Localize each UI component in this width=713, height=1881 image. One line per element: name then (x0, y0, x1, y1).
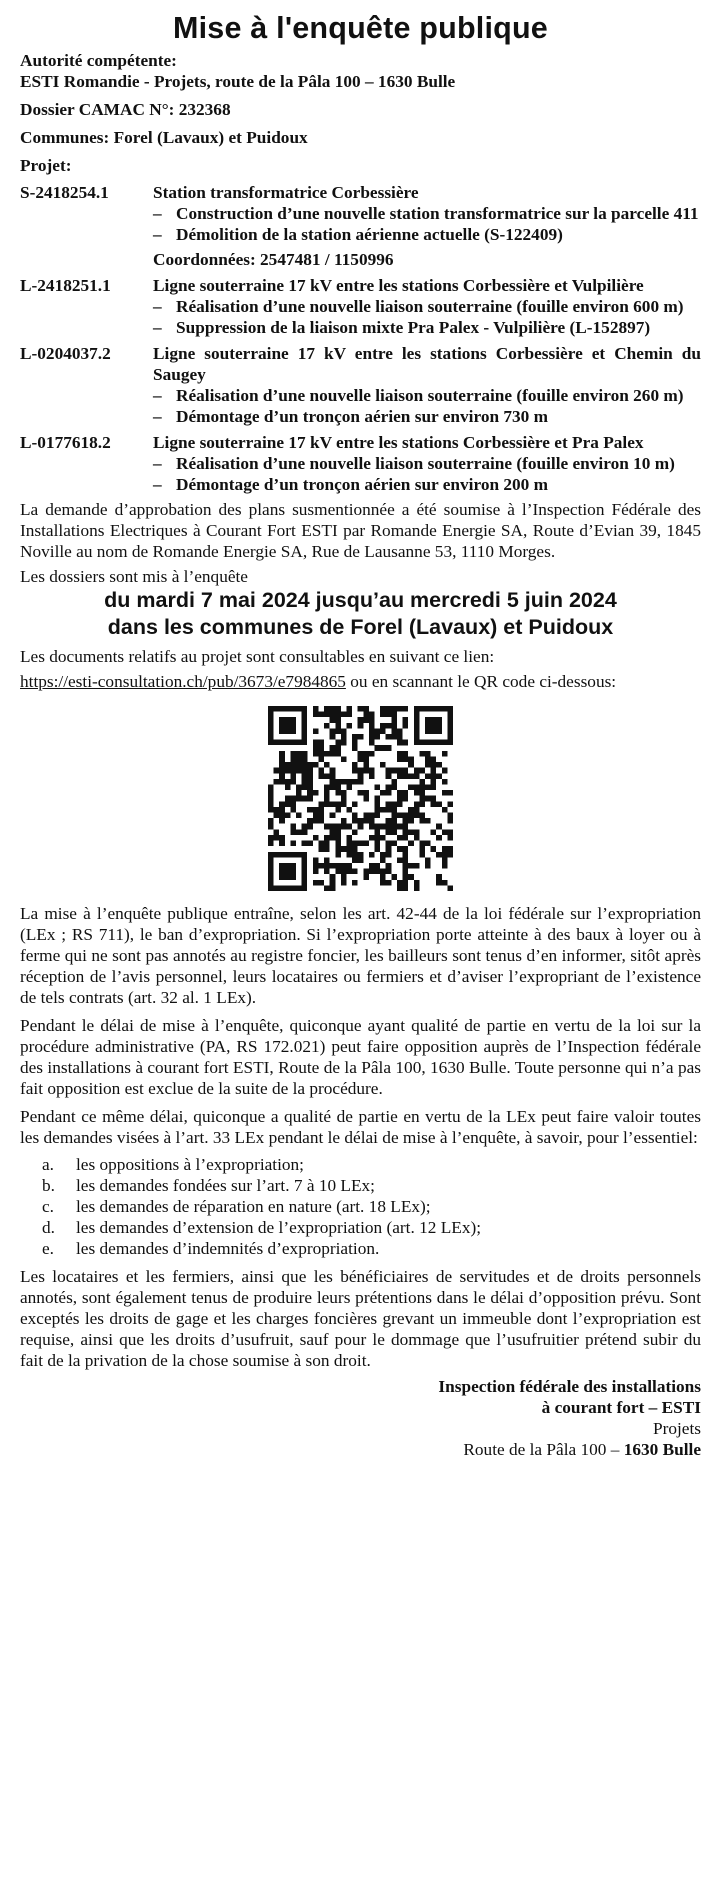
dash-icon: – (153, 386, 162, 405)
list-item: e. les demandes d’indemnités d’expropriation. (42, 1239, 380, 1258)
project-title: Station transformatrice Corbessière (153, 183, 419, 202)
project-coordinates: Coordonnées: 2547481 / 1150996 (153, 250, 394, 269)
project-code: L-0177618.2 (20, 433, 111, 452)
dash-icon: – (153, 204, 162, 223)
list-item: b. les demandes fondées sur l’art. 7 à 10 LEx; (42, 1176, 375, 1195)
documents-line: Les documents relatifs au projet sont consultables en suivant ce lien: (20, 647, 495, 666)
list-item: d. les demandes d’extension de l’expropriation (art. 12 LEx); (42, 1218, 482, 1237)
authority-value: ESTI Romandie - Projets, route de la Pâla 100 – 1630 Bulle (20, 72, 456, 91)
consultation-link[interactable]: https://esti-consultation.ch/pub/3673/e7984865 (20, 672, 346, 691)
locataires-paragraph: Les locataires et les fermiers, ainsi que les bénéficiaires de servitudes et de droits personnels annotés, sont également tenus de produire leurs prétentions dans le délai d’opposition prévu. Sont exceptés les droits de gage et les charges foncières grevant un immeuble dont l’expropriation est requise, ainsi que les droits d’usufruit, sauf pour le dommage que l’usufruitier prétend subir du fait de la privation de la chose soumise à son droit. (20, 1267, 701, 1370)
signature-block (20, 1376, 701, 1460)
project-subitem: – Réalisation d’une nouvelle liaison souterraine (fouille environ 260 m) (153, 386, 684, 405)
project-code: S-2418254.1 (20, 183, 109, 202)
project-subitem: – Démolition de la station aérienne actuelle (S-122409) (153, 225, 563, 244)
link-after-text: ou en scannant le QR code ci-dessous: (345, 672, 617, 691)
project-subitem: – Réalisation d’une nouvelle liaison souterraine (fouille environ 10 m) (153, 454, 675, 473)
project-subitem: – Réalisation d’une nouvelle liaison souterraine (fouille environ 600 m) (153, 297, 684, 316)
project-title: Ligne souterraine 17 kV entre les stations Corbessière et Chemin du Saugey (153, 344, 701, 384)
project-title: Ligne souterraine 17 kV entre les stations Corbessière et Pra Palex (153, 433, 644, 452)
signature-line-3: Projets (652, 1419, 701, 1438)
dash-icon: – (153, 225, 162, 244)
project-subitem: – Démontage d’un tronçon aérien sur environ 730 m (153, 407, 549, 426)
dossiers-line: Les dossiers sont mis à l’enquête (20, 567, 248, 586)
list-item: a. les oppositions à l’expropriation; (42, 1155, 304, 1174)
opposition-paragraph: Pendant le délai de mise à l’enquête, quiconque ayant qualité de partie en vertu de la loi sur la procédure administrative (PA, RS 172.021) peut faire opposition auprès de l’Inspection fédérale des installations à courant fort ESTI, Route de la Pâla 100, 1630 Bulle. Toute personne qui n’a pas fait opposition est exclue de la suite de la procédure. (20, 1016, 701, 1098)
period-line-2: dans les communes de Forel (Lavaux) et Puidoux (107, 615, 614, 639)
project-subitem: – Suppression de la liaison mixte Pra Palex - Vulpilière (L-152897) (153, 318, 651, 337)
project-item (20, 432, 701, 495)
period-line-1: du mardi 7 mai 2024 jusqu’au mercredi 5 juin 2024 (104, 588, 617, 612)
qr-code-icon[interactable] (268, 706, 453, 891)
project-title: Ligne souterraine 17 kV entre les stations Corbessière et Vulpilière (153, 276, 644, 295)
qr-finder-pattern (414, 706, 453, 745)
project-subitem: – Construction d’une nouvelle station transformatrice sur la parcelle 411 (153, 204, 699, 223)
project-item (20, 343, 701, 427)
project-code: L-0204037.2 (20, 344, 111, 363)
page-title: Mise à l'enquête publique (173, 11, 548, 45)
dash-icon: – (153, 454, 162, 473)
dash-icon: – (153, 475, 162, 494)
dossier-number: Dossier CAMAC N°: 232368 (20, 100, 231, 119)
demandes-paragraph: Pendant ce même délai, quiconque a qualité de partie en vertu de la LEx peut faire valoir toutes les demandes visées à l’art. 33 LEx pendant le délai de mise à l’enquête, à savoir, pour l’essentiel: (20, 1107, 701, 1147)
qr-finder-pattern (268, 852, 307, 891)
project-item (20, 275, 701, 338)
authority-label: Autorité compétente: (20, 51, 177, 70)
list-item: c. les demandes de réparation en nature (art. 18 LEx); (42, 1197, 431, 1216)
project-item (20, 182, 701, 270)
link-paragraph (20, 671, 701, 692)
signature-line-2: à courant fort – ESTI (541, 1398, 701, 1417)
notice (20, 0, 701, 1460)
dash-icon: – (153, 407, 162, 426)
signature-line-1: Inspection fédérale des installations (438, 1377, 701, 1396)
dash-icon: – (153, 318, 162, 337)
request-paragraph: La demande d’approbation des plans susmentionnée a été soumise à l’Inspection Fédérale des Installations Electriques à Courant Fort ESTI par Romande Energie SA, Route d’Evian 39, 1845 Noville au nom de Romande Energie SA, Rue de Lausanne 53, 1110 Morges. (20, 500, 701, 561)
signature-line-4: Route de la Pâla 100 – 1630 Bulle (463, 1440, 701, 1459)
demandes-list (20, 1154, 701, 1259)
dash-icon: – (153, 297, 162, 316)
project-subitem: – Démontage d’un tronçon aérien sur environ 200 m (153, 475, 549, 494)
project-code: L-2418251.1 (20, 276, 111, 295)
expropriation-paragraph: La mise à l’enquête publique entraîne, selon les art. 42-44 de la loi fédérale sur l’expropriation (LEx ; RS 711), le ban d’expropriation. Si l’expropriation porte atteinte à des baux à loyer ou à ferme qui ne sont pas annotés au registre foncier, les bailleurs sont tenus d’en informer, sitôt après réception de l’avis personnel, leurs locataires ou fermiers et d’aviser l’expropriant de l’existence de tels contrats (art. 32 al. 1 LEx). (20, 904, 701, 1007)
communes: Communes: Forel (Lavaux) et Puidoux (20, 128, 308, 147)
project-label: Projet: (20, 156, 72, 175)
qr-finder-pattern (268, 706, 307, 745)
